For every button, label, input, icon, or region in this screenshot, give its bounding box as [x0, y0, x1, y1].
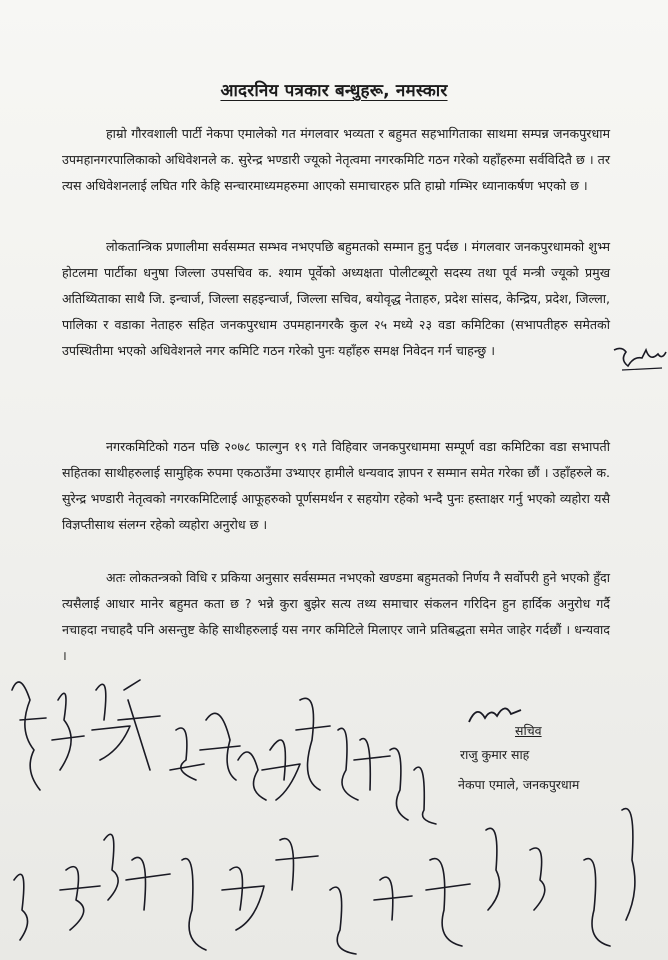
signature-26 — [584, 859, 610, 946]
signature-3 — [92, 684, 130, 760]
signature-17 — [126, 857, 170, 910]
signature-22 — [374, 877, 412, 920]
signature-9 — [296, 698, 330, 790]
paragraph-2: लोकतान्त्रिक प्रणालीमा सर्वसम्मत सम्भव नभएपछि बहुमतको सम्मान हुनु पर्दछ । मंगलवार जनकपुरधामको शुभ्म होटलमा पार्टीका धनुषा जिल्ला उपसचिव क. श्याम पूर्वेको अध्यक्षता पोलीटब्यूरो सदस्य तथा पूर्व मन्त्री ज्यूको प्रमुख अतिथ्यिताका साथै जि. इन्चार्ज, जिल्ला सहइन्चार्ज, जिल्ला सचिव, बयोवृद्ध नेताहरु, प्रदेश सांसद, केन्द्रिय, प्रदेश, जिल्ला, पालिका र वडाका नेताहरु सहित जनकपुरधाम उपमहानगरकै कुल २५ मध्ये २३ वडा कमिटिका (सभापतीहरु समेतको उपस्थितीमा भएको अधिवेशनले नगर कमिटि गठन गरेको पुनः यहाँहरु समक्ष निवेदन गर्न चाहन्छु । — [62, 239, 610, 358]
signature-15 — [60, 867, 100, 930]
signature-11 — [354, 739, 390, 790]
signature-23 — [426, 859, 470, 946]
signature-2 — [52, 693, 84, 770]
signature-25 — [530, 848, 545, 910]
signature-27 — [622, 809, 635, 920]
letter-title: आदरनिय पत्रकार बन्धुहरू, नमस्कार — [220, 81, 448, 101]
signature-14 — [14, 874, 28, 940]
signatory-name: राजु कुमार साह — [460, 747, 530, 762]
signature-24 — [486, 828, 500, 910]
signature-18 — [182, 859, 206, 950]
paragraph-1: हाम्रो गौरवशाली पार्टी नेकपा एमालेको गत मंगलवार भव्यता र बहुमत सहभागिताका साथमा सम्पन्न जनकपुरधाम उपमहानगरपालिकाको अधिवेशनले क. सुरेन्द्र भण्डारी ज्यूको नेतृत्वमा नगरकमिटि गठन गरेको यहाँहरुमा सर्वविदितै छ । तर त्यस अधिवेशनलाई लघित गरि केहि सन्चारमाध्यमहरुमा आएको समाचारहरु प्रति हाम्रो गम्भिर ध्यानाकर्षण भएको छ । — [62, 126, 610, 193]
signature-16 — [104, 834, 118, 900]
signature-20 — [276, 839, 318, 890]
signature-13 — [414, 767, 436, 824]
signature-8 — [262, 740, 300, 800]
signature-7 — [238, 752, 266, 800]
signature-10 — [338, 728, 358, 800]
signature-12 — [390, 748, 408, 820]
signatory-organization: नेकपा एमाले, जनकपुरधाम — [458, 777, 580, 792]
signature-19 — [222, 867, 264, 930]
handwritten-margin-note — [612, 346, 668, 380]
signature-21 — [330, 887, 356, 954]
paragraph-3: नगरकमिटिको गठन पछि २०७८ फाल्गुन १९ गते विहिवार जनकपुरधाममा सम्पूर्ण वडा कमिटिका वडा सभापती सहितका साथीहरुलाई सामुहिक रुपमा एकठाउँमा उभ्याएर हामीले धन्यवाद ज्ञापन र सम्मान समेत गरेका छौं । उहाँहरुले क. सुरेन्द्र भण्डारी नेतृत्वको नगरकमिटिलाई आफूहरुको पूर्णसमर्थन र सहयोग रहेको भन्दै पुनः हस्ताक्षर गर्नु भएको व्यहोरा यसै विज्ञप्तीसाथ संलग्न रहेको व्यहोरा अनुरोध छ । — [62, 439, 610, 532]
paragraph-4: अतः लोकतन्त्रको विधि र प्रकिया अनुसार सर्वसम्मत नभएको खण्डमा बहुमतको निर्णय नै सर्वोपरी हुने भएको हुँदा त्यसैलाई आधार मानेर बहुमत कता छ ? भन्ने कुरा बुझेर सत्य तथ्य समाचार संकलन गरिदिन हुन हार्दिक अनुरोध गर्दै नचाहदा नचाहदै पनि असन्तुष्ट केहि साथीहरुलाई यस नगर कमिटिले मिलाएर जाने प्रतिबद्धता समेत जाहेर गर्दछौं । धन्यवाद । — [62, 570, 610, 663]
signature-4 — [118, 680, 160, 770]
signature-6 — [200, 713, 240, 780]
signature-1 — [12, 682, 46, 790]
ward-chair-signatures — [0, 660, 668, 960]
signatory-role: सचिव — [515, 723, 542, 738]
signature-5 — [170, 728, 204, 780]
